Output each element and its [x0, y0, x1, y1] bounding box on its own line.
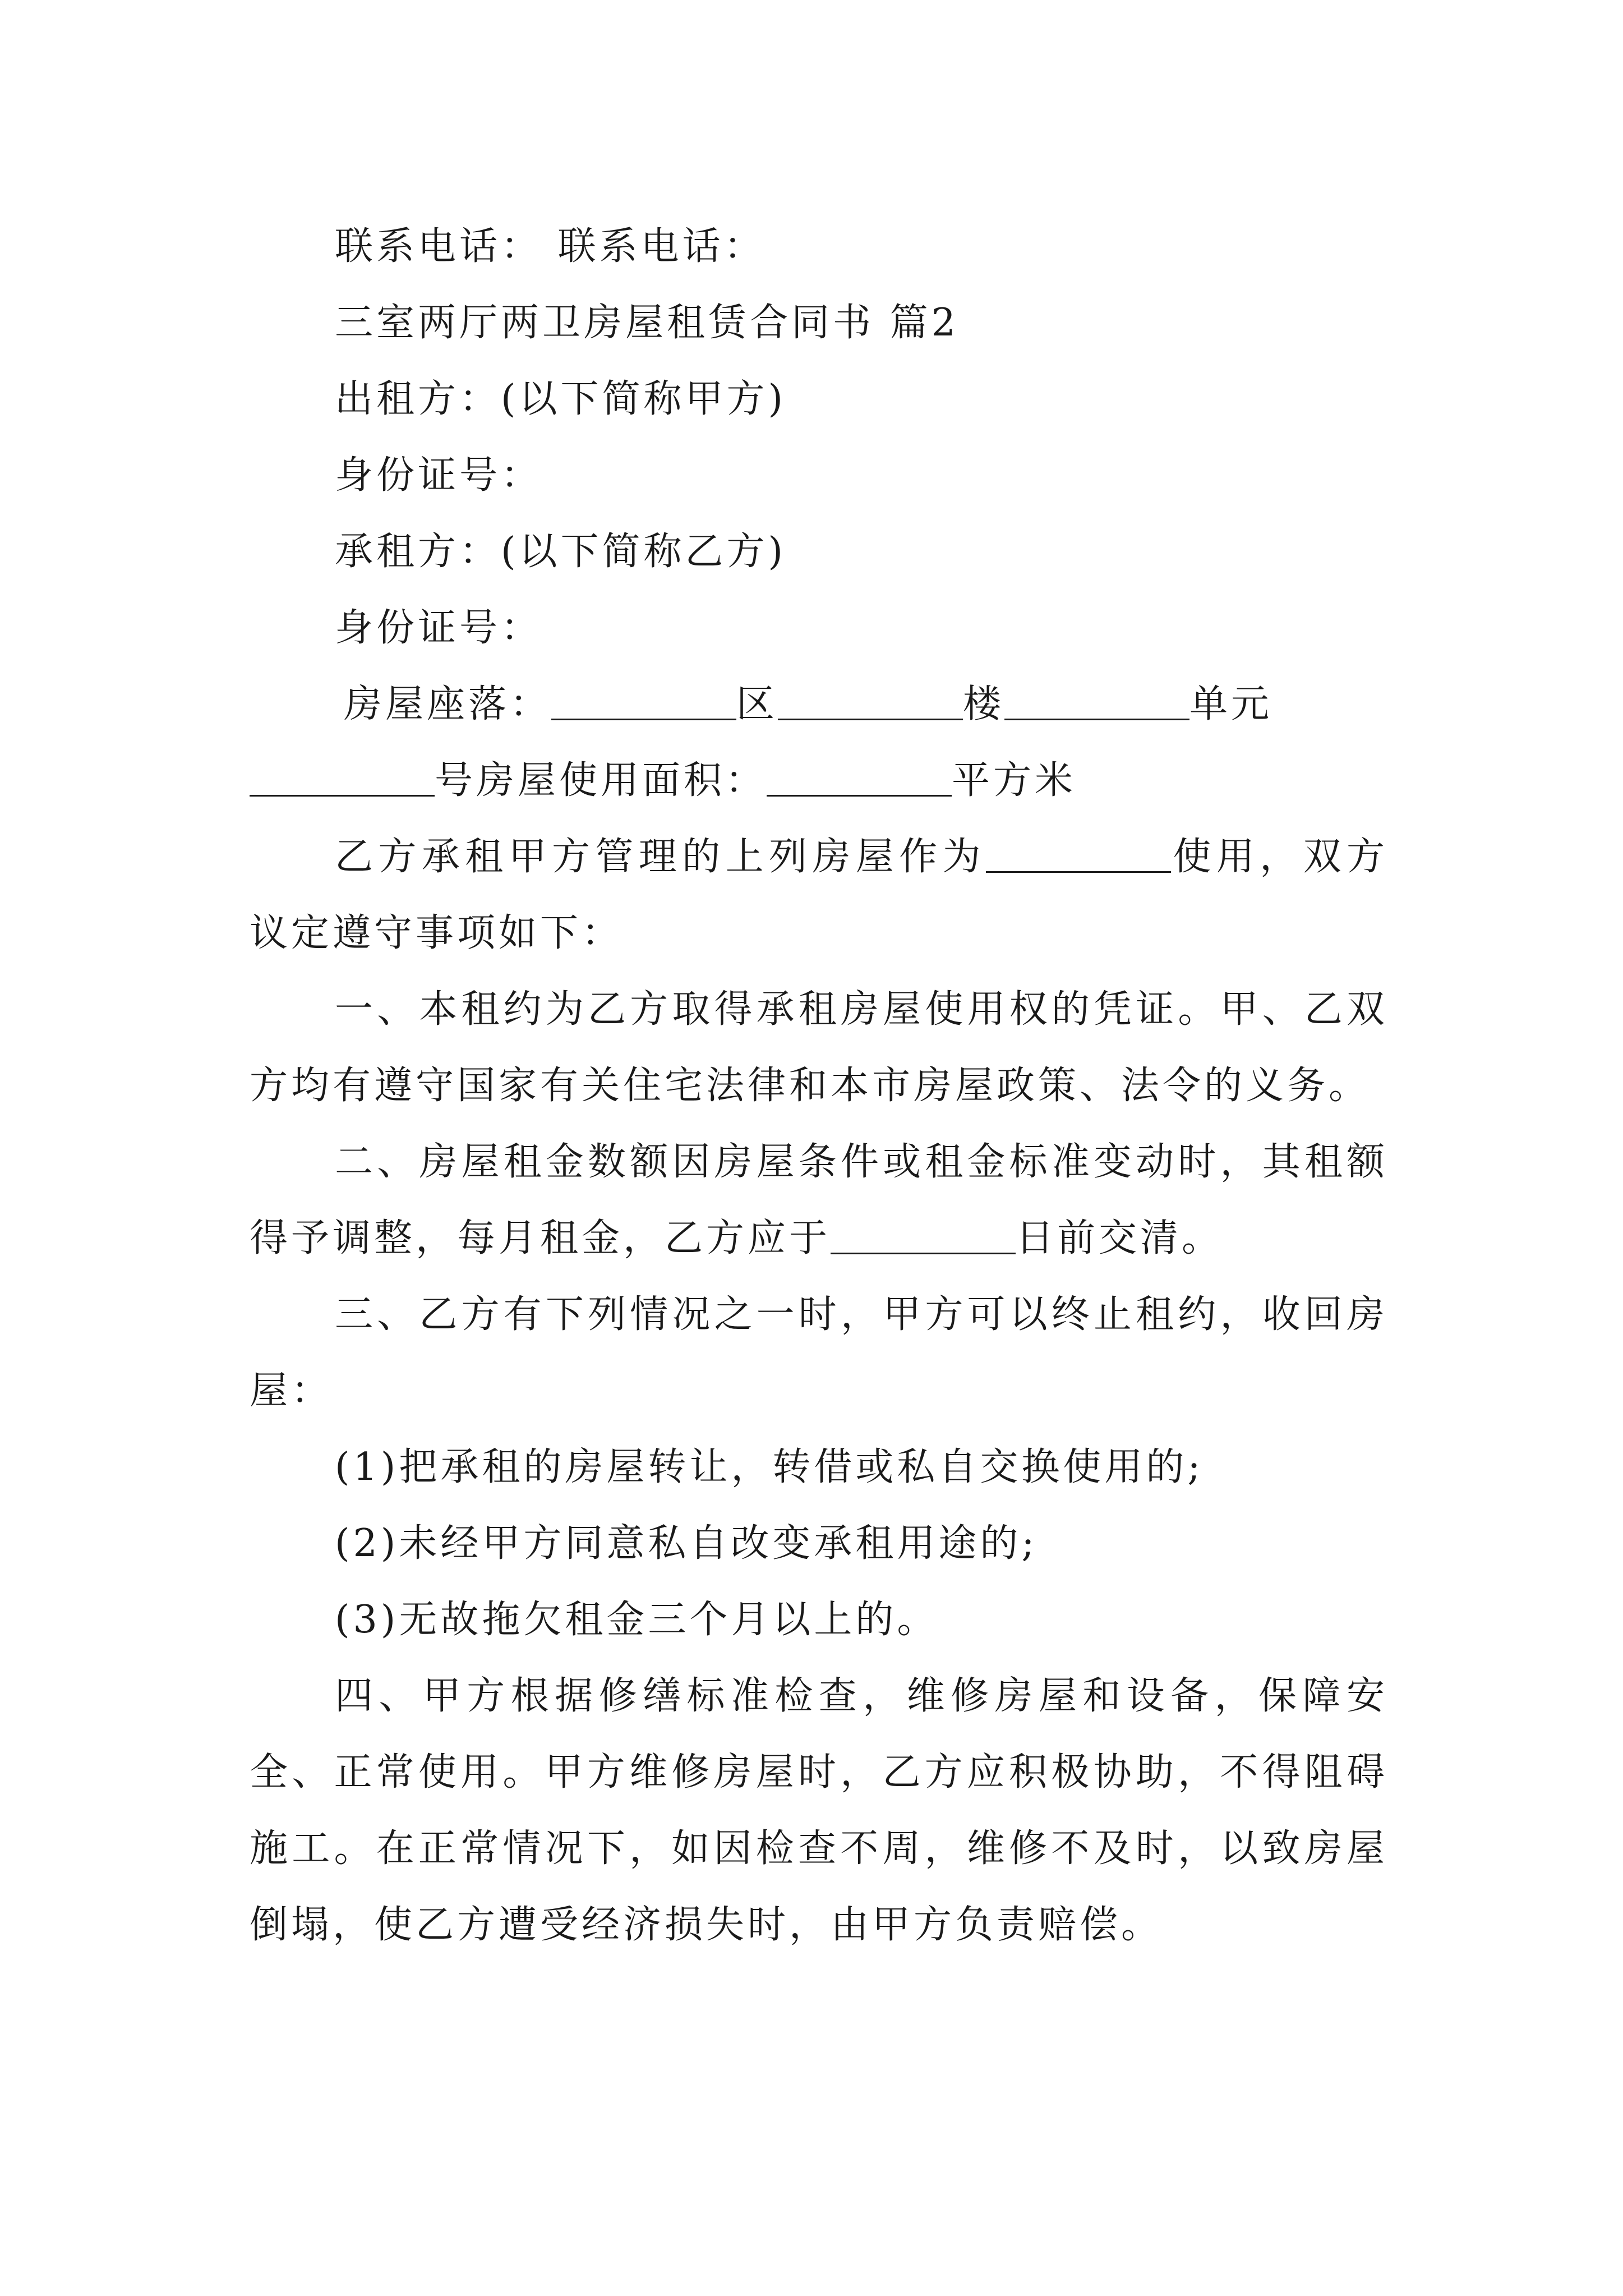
building-label: 楼 [963, 682, 1005, 726]
lessee-line: 承租方：(以下简称乙方) [335, 530, 787, 574]
clause-2-after: 日前交清。 [1016, 1216, 1224, 1260]
area-blank [767, 758, 952, 797]
address-label: 房屋座落： [344, 682, 552, 726]
clause-2 [250, 1124, 1388, 1277]
clause-3-item-2: (2)未经甲方同意私自改变承租用途的; [335, 1521, 1038, 1566]
lessor-id-line: 身份证号： [335, 453, 543, 498]
unit-blank [1004, 682, 1189, 720]
contact-phones-line: 联系电话： 联系电话： [335, 224, 766, 269]
clause-3-item-1: (1)把承租的房屋转让，转借或私自交换使用的; [335, 1445, 1204, 1489]
address-line-1 [250, 666, 1388, 743]
contract-title: 三室两厅两卫房屋租赁合同书 篇2 [335, 301, 959, 345]
clause-4: 四、甲方根据修缮标准检查，维修房屋和设备，保障安全、正常使用。甲方维修房屋时，乙方应积极协助，不得阻碍施工。在正常情况下，如因检查不周，维修不及时，以致房屋倒塌，使乙方遭受经济损失时，由甲方负责赔偿。 [250, 1674, 1388, 1947]
usage-after: 使用，双方议定遵守事项如下： [250, 835, 1388, 955]
building-blank [778, 682, 963, 720]
district-blank [551, 682, 736, 720]
address-line-2 [250, 743, 1388, 819]
lessee-id-line: 身份证号： [335, 606, 543, 650]
clause-2-before: 二、房屋租金数额因房屋条件或租金标准变动时，其租额得予调整，每月租金，乙方应于 [250, 1140, 1388, 1260]
usage-blank [986, 834, 1171, 873]
rent-date-blank [831, 1216, 1016, 1254]
usage-paragraph [250, 819, 1388, 972]
room-number-label: 号房屋使用面积： [435, 758, 767, 803]
contract-body [250, 209, 1388, 1963]
lessor-line: 出租方：(以下简称甲方) [335, 377, 787, 421]
clause-3: 三、乙方有下列情况之一时，甲方可以终止租约，收回房屋： [250, 1292, 1388, 1413]
usage-before: 乙方承租甲方管理的上列房屋作为 [335, 835, 986, 879]
unit-label: 单元 [1189, 682, 1273, 726]
clause-1: 一、本租约为乙方取得承租房屋使用权的凭证。甲、乙双方均有遵守国家有关住宅法律和本市房屋政策、法令的义务。 [250, 987, 1388, 1108]
clause-3-item-3: (3)无故拖欠租金三个月以上的。 [335, 1598, 939, 1642]
area-unit-label: 平方米 [952, 758, 1077, 803]
room-number-blank [250, 758, 435, 797]
district-label: 区 [736, 682, 778, 726]
